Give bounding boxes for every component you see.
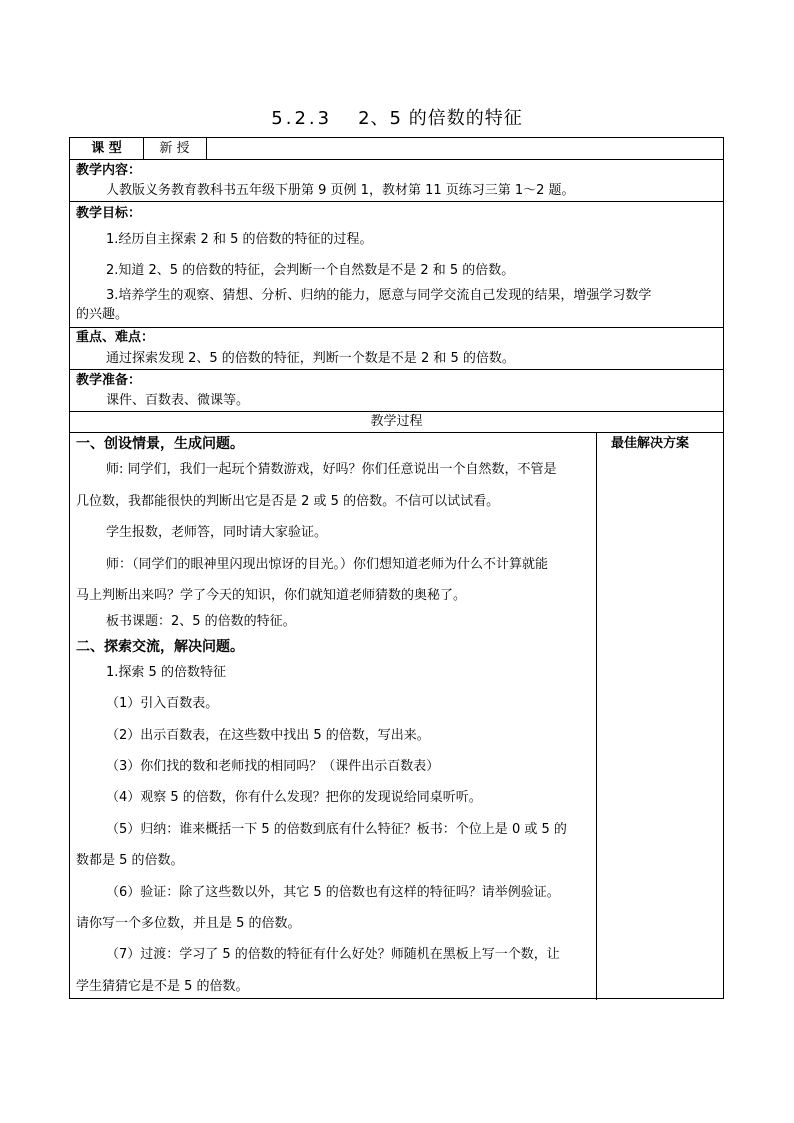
goal-item-continued: 的兴趣。 bbox=[76, 307, 129, 322]
lesson-title: 2、5 的倍数的特征 bbox=[358, 108, 523, 129]
section1-line: 马上判断出来吗？学了今天的知识，你们就知道老师猜数的奥秘了。 bbox=[76, 588, 467, 603]
section1-line: 学生报数，老师答，同时请大家验证。 bbox=[106, 525, 328, 540]
goals-heading: 教学目标： bbox=[76, 206, 142, 221]
section2-line: （7）过渡：学习了 5 的倍数的特征有什么好处？师随机在黑板上写一个数，让 bbox=[106, 947, 560, 962]
row-divider bbox=[70, 369, 723, 370]
section2-line: （6）验证：除了这些数以外，其它 5 的倍数也有这样的特征吗？请举例验证。 bbox=[106, 885, 560, 900]
lesson-plan-table bbox=[69, 137, 724, 999]
section2-line: 1.探索 5 的倍数特征 bbox=[106, 665, 226, 680]
goal-item: 3.培养学生的观察、猜想、分析、归纳的能力，愿意与同学交流自己发现的结果，增强学习数学 bbox=[106, 288, 652, 303]
keypoints-heading: 重点、难点： bbox=[76, 330, 155, 345]
cell-divider bbox=[206, 138, 207, 159]
row-divider bbox=[70, 432, 723, 433]
row-divider bbox=[70, 201, 723, 202]
preparation-body: 课件、百数表、微课等。 bbox=[106, 393, 250, 408]
section2-line: 请你写一个多位数，并且是 5 的倍数。 bbox=[76, 916, 301, 931]
section2-line: （5）归纳：谁来概括一下 5 的倍数到底有什么特征？板书：个位上是 0 或 5 的 bbox=[106, 822, 567, 837]
section1-line: 师：（同学们的眼神里闪现出惊讶的目光。）你们想知道老师为什么不计算就能 bbox=[106, 557, 549, 572]
content-heading: 教学内容： bbox=[76, 163, 142, 178]
column-divider bbox=[596, 432, 597, 1000]
row-divider bbox=[70, 159, 723, 160]
row-divider bbox=[70, 327, 723, 328]
section1-line: 师: 同学们，我们一起玩个猜数游戏，好吗？你们任意说出一个自然数，不管是 bbox=[106, 462, 557, 477]
section2-line: 学生猜猜它是不是 5 的倍数。 bbox=[76, 979, 249, 994]
section1-line: 几位数，我都能很快的判断出它是否是 2 或 5 的倍数。不信可以试试看。 bbox=[76, 494, 500, 509]
row-divider bbox=[70, 411, 723, 412]
preparation-heading: 教学准备： bbox=[76, 373, 142, 388]
content-body: 人教版义务教育教科书五年级下册第 9 页例 1，教材第 11 页练习三第 1～2 题。 bbox=[106, 183, 575, 198]
process-heading: 教学过程 bbox=[370, 414, 423, 429]
course-type-label: 课 型 bbox=[91, 141, 122, 156]
section1-line: 板书课题：2、5 的倍数的特征。 bbox=[106, 614, 296, 629]
course-type-value: 新 授 bbox=[159, 141, 190, 156]
section2-line: （3）你们找的数和老师找的相同吗？（课件出示百数表） bbox=[106, 759, 440, 774]
section2-line: （2）出示百数表，在这些数中找出 5 的倍数，写出来。 bbox=[106, 728, 430, 743]
goal-item: 1.经历自主探索 2 和 5 的倍数的特征的过程。 bbox=[106, 232, 373, 247]
keypoints-body: 通过探索发现 2、5 的倍数的特征，判断一个数是不是 2 和 5 的倍数。 bbox=[106, 351, 515, 366]
goal-item: 2.知道 2、5 的倍数的特征，会判断一个自然数是不是 2 和 5 的倍数。 bbox=[106, 263, 515, 278]
page-title bbox=[0, 104, 794, 130]
solution-heading: 最佳解决方案 bbox=[611, 436, 690, 451]
section2-line: 数都是 5 的倍数。 bbox=[76, 853, 184, 868]
lesson-number: 5.2.3 bbox=[271, 108, 333, 129]
section1-heading: 一、创设情景，生成问题。 bbox=[76, 436, 244, 452]
section2-heading: 二、探索交流，解决问题。 bbox=[76, 639, 244, 655]
section2-line: （1）引入百数表。 bbox=[106, 696, 219, 711]
section2-line: （4）观察 5 的倍数，你有什么发现？把你的发现说给同桌听听。 bbox=[106, 790, 482, 805]
